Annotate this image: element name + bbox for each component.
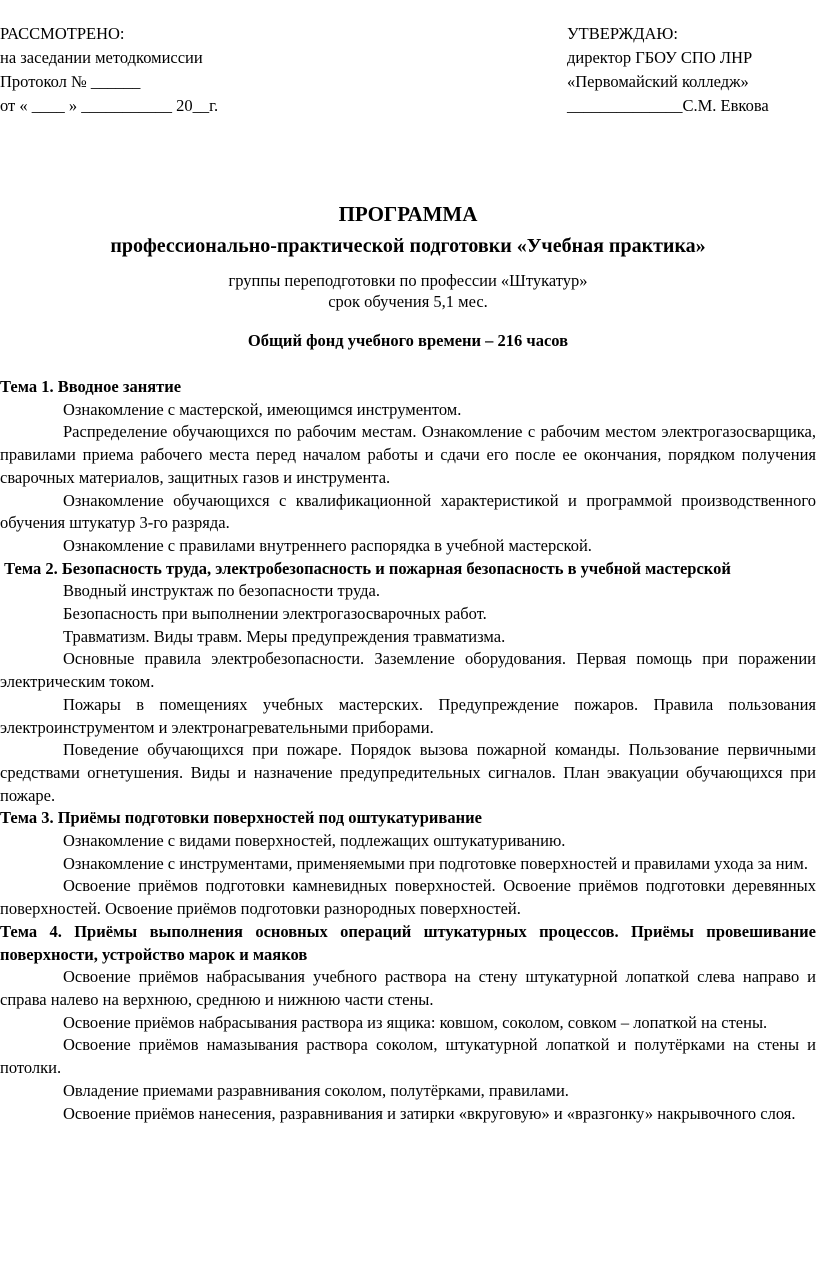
paragraph: Распределение обучающихся по рабочим местам. Ознакомление с рабочим местом электрогазосварщика, правилами приема рабочего места перед началом работы и сдачи его после ее окончания, порядком получения сварочных материалов, защитных газов и инструмента. [0,422,816,487]
approve-organization: «Первомайский колледж» [567,72,749,91]
topic-heading: Тема 1. Вводное занятие [0,377,182,396]
considered-date: от « ____ » ___________ 20__г. [0,96,219,115]
approve-heading: УТВЕРЖДАЮ: [567,24,678,43]
paragraph: Ознакомление с правилами внутреннего распорядка в учебной мастерской. [63,535,592,555]
topic-heading: Тема 4. Приёмы выполнения основных операций штукатурных процессов. Приёмы провешивание поверхности, устройство марок и маяков [0,921,816,964]
topic-heading: Тема 3. Приёмы подготовки поверхностей под оштукатуривание [0,808,482,828]
paragraph: Ознакомление с инструментами, применяемыми при подготовке поверхностей и правилами ухода за ним. [63,853,808,873]
paragraph: Освоение приёмов подготовки камневидных поверхностей. Освоение приёмов подготовки деревянных поверхностей. Освоение приёмов подготовки разнородных поверхностей. [0,876,816,919]
approval-approve-block [567,22,769,118]
considered-meeting: на заседании методкомиссии [0,48,203,67]
title-block [0,200,816,352]
considered-heading: РАССМОТРЕНО: [0,24,125,43]
topic-heading: Тема 2. Безопасность труда, электробезопасность и пожарная безопасность в учебной мастерской [0,558,731,578]
paragraph: Вводный инструктаж по безопасности труда. [63,581,380,601]
term-line: срок обучения 5,1 мес. [328,292,488,311]
paragraph: Овладение приемами разравнивания соколом, полутёрками, правилами. [63,1080,569,1100]
paragraph: Освоение приёмов набрасывания раствора из ящика: ковшом, соколом, совком – лопаткой на стены. [63,1012,768,1032]
time-fund-line: Общий фонд учебного времени – 216 часов [247,331,569,350]
paragraph: Пожары в помещениях учебных мастерских. Предупреждение пожаров. Правила пользования электроинструментом и электронагревательными приборами. [0,694,816,737]
paragraph: Ознакомление обучающихся с квалификационной характеристикой и программой производственного обучения штукатур 3-го разряда. [0,490,816,533]
paragraph: Безопасность при выполнении электрогазосварочных работ. [63,604,487,624]
paragraph: Травматизм. Виды травм. Меры предупреждения травматизма. [63,626,506,646]
approval-considered-block [0,22,218,118]
paragraph: Ознакомление с мастерской, имеющимся инструментом. [63,399,462,419]
document-subtitle: профессионально-практической подготовки «Учебная практика» [110,235,706,257]
group-line: группы переподготовки по профессии «Штукатур» [228,271,588,290]
paragraph: Основные правила электробезопасности. Заземление оборудования. Первая помощь при поражении электрическим током. [0,649,816,692]
document-body [0,376,816,1125]
considered-protocol: Протокол № ______ [0,72,141,91]
paragraph: Ознакомление с видами поверхностей, подлежащих оштукатуриванию. [63,831,566,851]
paragraph: Освоение приёмов намазывания раствора соколом, штукатурной лопаткой и полутёрками на стены и потолки. [0,1035,816,1078]
paragraph: Освоение приёмов нанесения, разравнивания и затирки «вкруговую» и «вразгонку» накрывочного слоя. [63,1103,796,1123]
approve-signature: ______________С.М. Евкова [567,96,769,115]
paragraph: Освоение приёмов набрасывания учебного раствора на стену штукатурной лопаткой слева направо и справа налево на верхнюю, среднюю и нижнюю части стены. [0,967,816,1009]
approve-position: директор ГБОУ СПО ЛНР [567,48,753,67]
document-title: ПРОГРАММА [338,202,478,226]
paragraph: Поведение обучающихся при пожаре. Порядок вызова пожарной команды. Пользование первичными средствами огнетушения. Виды и назначение предупредительных сигналов. План эвакуации обучающихся при пожаре. [0,740,816,805]
